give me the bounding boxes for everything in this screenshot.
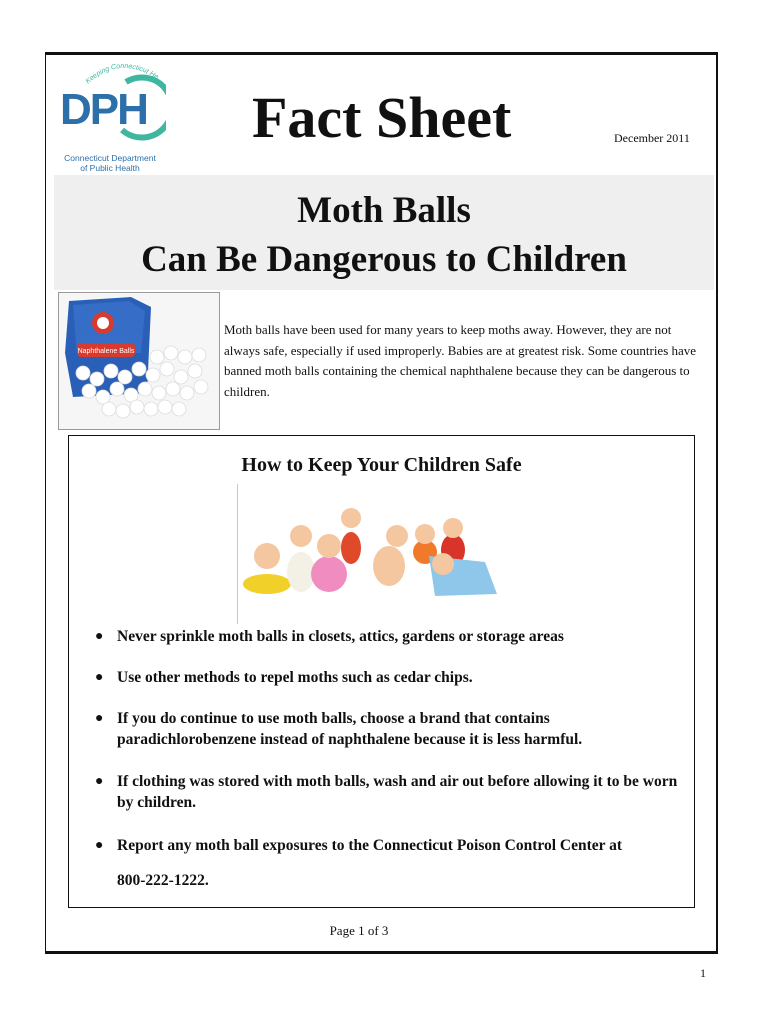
svg-text:Naphthalene Balls: Naphthalene Balls xyxy=(77,348,135,355)
title-banner xyxy=(54,175,714,290)
safety-title: How to Keep Your Children Safe xyxy=(241,454,522,476)
safety-box xyxy=(68,435,695,908)
bullet-icon: ● xyxy=(95,670,104,685)
issue-date: December 2011 xyxy=(614,131,690,145)
page-indicator: Page 1 of 3 xyxy=(329,923,389,938)
logo-subtitle xyxy=(58,153,162,173)
dph-logo xyxy=(58,58,162,174)
bullet-icon: ● xyxy=(95,838,104,853)
logo-letters: DPH xyxy=(60,85,147,134)
mothball-photo xyxy=(58,292,220,430)
bullet-text: Report any moth ball exposures to the Connecticut Poison Control Center at xyxy=(117,837,623,854)
svg-text:Keeping Connecticut Healthy: Keeping Connecticut He xyxy=(84,62,160,86)
fact-sheet-title: Fact Sheet xyxy=(252,85,512,150)
corner-page-number: 1 xyxy=(700,966,706,980)
bullet-icon: ● xyxy=(95,629,104,644)
mothball-package-icon xyxy=(59,293,219,429)
bullet-icon: ● xyxy=(95,774,104,789)
logo-subtitle-line1: Connecticut Department xyxy=(64,153,156,163)
bullet-text: Use other methods to repel moths such as cedar chips. xyxy=(117,669,473,686)
bullet-icon: ● xyxy=(95,711,104,726)
bullet-text: If clothing was stored with moth balls, wash and air out before allowing it to be worn by children. xyxy=(117,773,678,811)
logo-subtitle-line2: of Public Health xyxy=(80,163,140,173)
poison-control-phone: 800-222-1222. xyxy=(117,872,209,889)
bullet-text: Never sprinkle moth balls in closets, attics, gardens or storage areas xyxy=(117,628,564,645)
safety-bullet-list xyxy=(69,436,694,906)
banner-title-line2: Can Be Dangerous to Children xyxy=(141,239,627,280)
intro-paragraph: Moth balls have been used for many years to keep moths away. However, they are not always safe, especially if used improperly. Babies are at greatest risk. Some countries have banned moth balls containing the chemical naphthalene because they can be dangerous to children. xyxy=(224,322,697,399)
banner-title-line1: Moth Balls xyxy=(297,190,471,231)
bullet-text: If you do continue to use moth balls, choose a brand that contains paradichlorobenzene instead of naphthalene because it is less harmful. xyxy=(117,710,583,748)
